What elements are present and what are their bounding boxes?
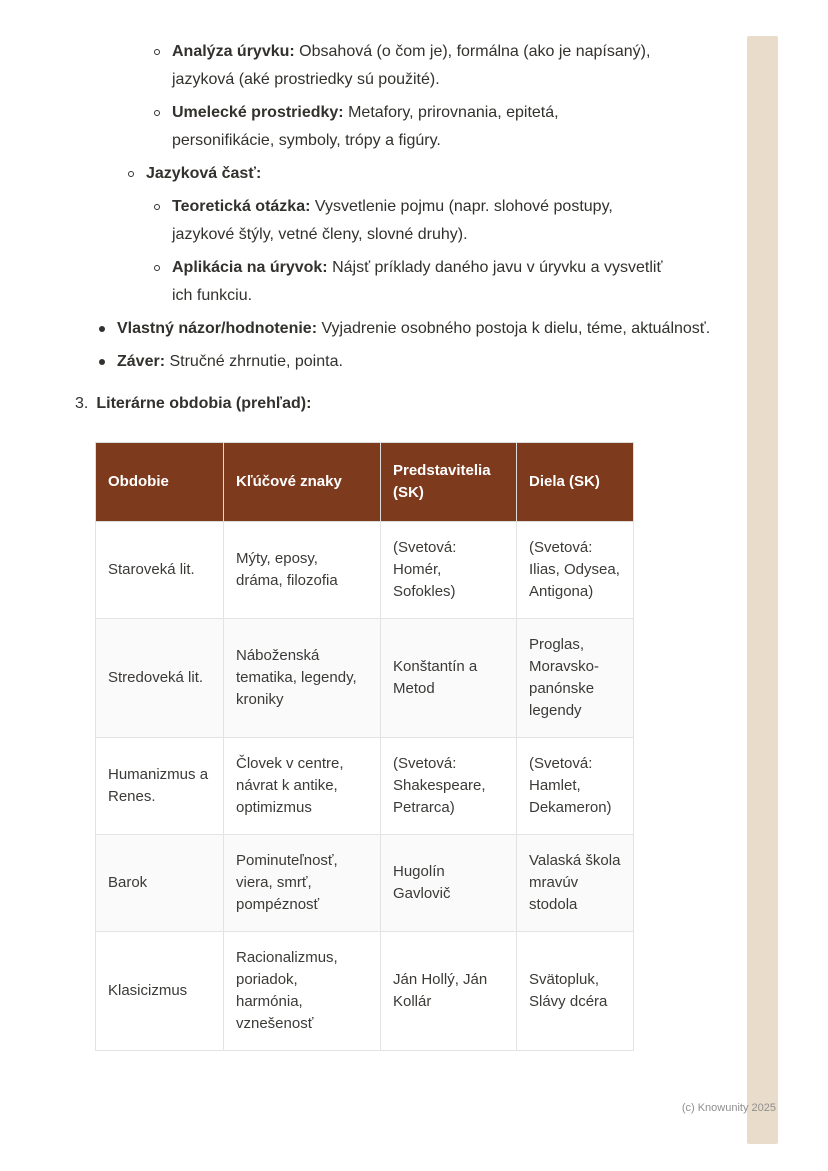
list-item [154, 38, 828, 94]
disc-bullet-icon [99, 359, 105, 365]
table-cell: Racionalizmus, poriadok, harmónia, vznešenosť [224, 932, 381, 1051]
item-label: Záver: [117, 353, 166, 370]
section-number: 3. [75, 395, 89, 412]
item-label: Vlastný názor/hodnotenie: [117, 320, 318, 337]
table-cell: Človek v centre, návrat k antike, optimizmus [224, 738, 381, 835]
list-item-text [117, 348, 343, 376]
table-row [96, 738, 634, 835]
table-cell: (Svetová: Ilias, Odysea, Antigona) [517, 522, 634, 619]
circle-bullet-icon [154, 110, 160, 116]
list-item [154, 193, 828, 249]
list-item [128, 160, 828, 188]
table-cell: Konštantín a Metod [381, 619, 517, 738]
copyright-note: (c) Knowunity 2025 [681, 1102, 776, 1114]
section-title: Literárne obdobia (prehľad): [96, 395, 312, 412]
table-cell: Proglas, Moravsko-panónske legendy [517, 619, 634, 738]
circle-bullet-icon [154, 265, 160, 271]
circle-bullet-icon [154, 49, 160, 55]
item-label: Aplikácia na úryvok: [172, 259, 328, 276]
document-content [0, 38, 828, 1051]
item-label: Jazyková časť: [146, 165, 262, 182]
table-cell: (Svetová: Shakespeare, Petrarca) [381, 738, 517, 835]
item-label: Umelecké prostriedky: [172, 104, 344, 121]
table-cell: (Svetová: Hamlet, Dekameron) [517, 738, 634, 835]
disc-bullet-icon [99, 326, 105, 332]
list-item [99, 315, 828, 343]
circle-bullet-icon [128, 171, 134, 177]
item-body: Vysvetlenie pojmu (napr. slohové postupy, jazykové štýly, vetné členy, slovné druhy). [172, 198, 613, 243]
item-label: Teoretická otázka: [172, 198, 311, 215]
table-row [96, 522, 634, 619]
table-cell: Staroveká lit. [96, 522, 224, 619]
table-cell: Stredoveká lit. [96, 619, 224, 738]
table-cell: Svätopluk, Slávy dcéra [517, 932, 634, 1051]
section-heading [75, 390, 828, 418]
circle-bullet-icon [154, 204, 160, 210]
list-item-text [117, 315, 710, 343]
table-cell: Barok [96, 835, 224, 932]
header-obdobie: Obdobie [96, 443, 224, 522]
table-cell: Mýty, eposy, dráma, filozofia [224, 522, 381, 619]
table-cell: Ján Hollý, Ján Kollár [381, 932, 517, 1051]
header-diela: Diela (SK) [517, 443, 634, 522]
item-body: Stručné zhrnutie, pointa. [169, 353, 343, 370]
list-item-text [146, 160, 261, 188]
table-cell: Pominuteľnosť, viera, smrť, pompéznosť [224, 835, 381, 932]
table-cell: Náboženská tematika, legendy, kroniky [224, 619, 381, 738]
item-body: Obsahová (o čom je), formálna (ako je napísaný), jazyková (aké prostriedky sú použité). [172, 43, 651, 88]
table-header-row [96, 443, 634, 522]
table-row [96, 835, 634, 932]
table-row [96, 932, 634, 1051]
list-item [154, 99, 828, 155]
list-item-text [172, 193, 664, 249]
header-predstavitelia: Predstavitelia (SK) [381, 443, 517, 522]
item-body: Metafory, prirovnania, epitetá, personifikácie, symboly, trópy a figúry. [172, 104, 559, 149]
table-cell: Hugolín Gavlovič [381, 835, 517, 932]
table-row [96, 619, 634, 738]
item-label: Analýza úryvku: [172, 43, 295, 60]
table-cell: Valaská škola mravúv stodola [517, 835, 634, 932]
list-item-text [172, 99, 664, 155]
list-item-text [172, 38, 664, 94]
list-item [99, 348, 828, 376]
list-item [154, 254, 828, 310]
table-cell: (Svetová: Homér, Sofokles) [381, 522, 517, 619]
literary-periods-table [95, 442, 633, 1051]
table-cell: Klasicizmus [96, 932, 224, 1051]
header-klucove-znaky: Kľúčové znaky [224, 443, 381, 522]
table-cell: Humanizmus a Renes. [96, 738, 224, 835]
item-body: Vyjadrenie osobného postoja k dielu, téme, aktuálnosť. [321, 320, 711, 337]
item-body: Nájsť príklady daného javu v úryvku a vysvetliť ich funkciu. [172, 259, 663, 304]
list-item-text [172, 254, 664, 310]
